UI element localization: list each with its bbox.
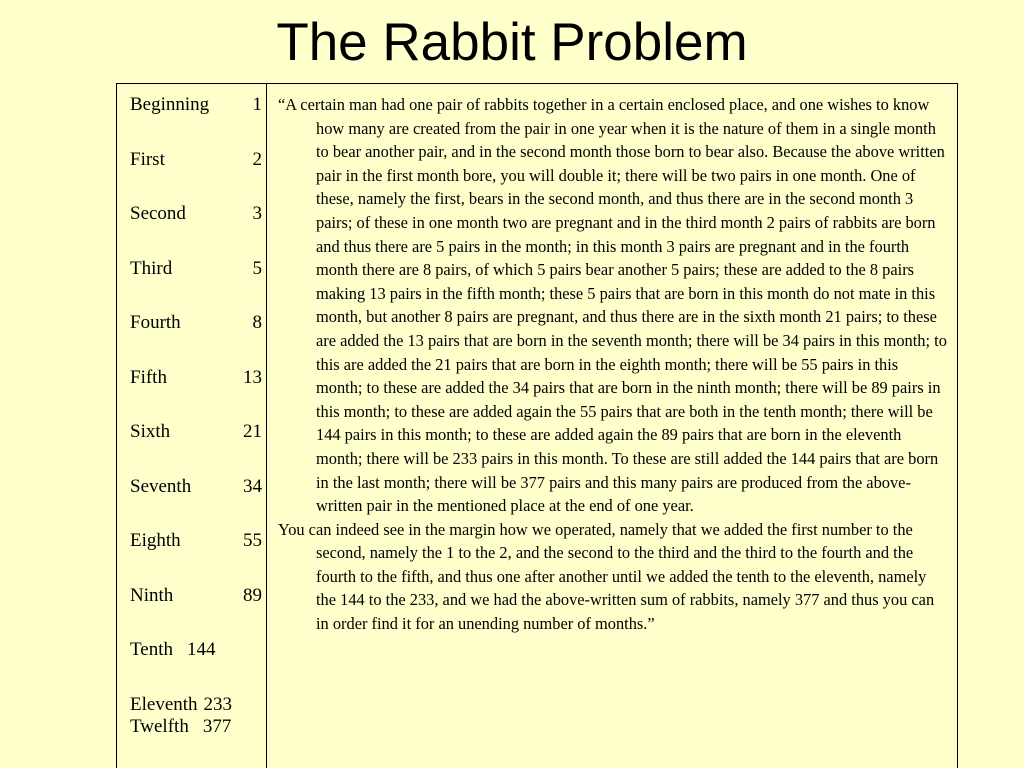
month-count-column (117, 84, 267, 768)
month-name: Third (130, 257, 173, 279)
month-count: 3 (252, 203, 262, 224)
month-row (130, 94, 262, 149)
month-count: 1 (252, 94, 262, 115)
month-row (130, 421, 262, 476)
month-row (130, 639, 262, 694)
month-name: Fourth (130, 312, 181, 333)
month-count: 21 (243, 421, 262, 442)
month-name: Second (130, 203, 186, 224)
quote-column (267, 84, 957, 768)
month-name: Sixth (130, 421, 171, 442)
month-name: Eighth (130, 530, 181, 551)
month-row (130, 203, 262, 258)
slide-title: The Rabbit Problem (276, 13, 748, 72)
content-table (116, 83, 958, 768)
month-name: Eleventh (130, 693, 198, 715)
month-count: 377 (202, 715, 232, 737)
month-count: 55 (243, 530, 262, 551)
month-row (130, 716, 262, 738)
month-count: 5 (252, 257, 262, 279)
month-row (130, 694, 262, 716)
month-row (130, 258, 262, 313)
month-count: 233 (203, 693, 233, 715)
month-name: Seventh (130, 475, 192, 497)
quote-paragraph: You can indeed see in the margin how we operated, namely that we added the first number to the second, namely the 1 to the 2, and the second to the third and the third to the fourth and the fourth to the fifth, and thus one after another until we added the tenth to the eleventh, namely the 144 to the 233, and we had the above-written sum of rabbits, namely 377 and thus you can in order find it for an unending number of months.” (278, 519, 935, 634)
month-name: First (130, 148, 165, 170)
month-name: Ninth (130, 584, 174, 606)
month-count: 13 (243, 366, 262, 388)
month-count: 89 (243, 584, 262, 606)
month-row (130, 530, 262, 585)
month-row (130, 585, 262, 640)
month-row (130, 312, 262, 367)
month-row (130, 476, 262, 531)
month-name: Twelfth (130, 715, 189, 737)
month-count: 8 (252, 312, 262, 333)
month-name: Fifth (130, 366, 167, 388)
quote-paragraph: “A certain man had one pair of rabbits together in a certain enclosed place, and one wishes to know how many are created from the pair in one year when it is the nature of them in a single month to bear another pair, and in the second month those born to bear also. Because the above written pair in the first month bore, you will double it; there will be two pairs in one month. One of these, namely the first, bears in the second month, and thus there are in the second month 3 pairs; of these in one month two are pregnant and in the third month 2 pairs of rabbits are born and thus there are 5 pairs in the month; in this month 3 pairs are pregnant and in the fourth month there are 8 pairs, of which 5 pairs bear another 5 pairs; these are added to the 8 pairs making 13 pairs in the fifth month; these 5 pairs that are born in this month do not mate in this month, but another 8 pairs are pregnant, and thus there are in the sixth month 21 pairs; to these are added the 13 pairs that are born in the seventh month; there will be 34 pairs in this month; to this are added the 21 pairs that are born in the eighth month; there will be 55 pairs in this month; to these are added the 34 pairs that are born in the ninth month; there will be 89 pairs in this month; to these are added again the 55 pairs that are both in the tenth month; there will be 144 pairs in this month; to these are added again the 89 pairs that are born in the eleventh month; there will be 233 pairs in this month. To these are still added the 144 pairs that are born in the last month; there will be 377 pairs and this many pairs are produced from the above-written pair in the mentioned place at the end of one year. (278, 95, 947, 516)
month-count: 144 (187, 639, 216, 660)
month-count: 34 (243, 475, 262, 497)
month-name: Tenth (130, 639, 173, 660)
month-count: 2 (252, 148, 262, 170)
month-name: Beginning (130, 94, 210, 115)
month-row (130, 149, 262, 204)
month-row (130, 367, 262, 422)
